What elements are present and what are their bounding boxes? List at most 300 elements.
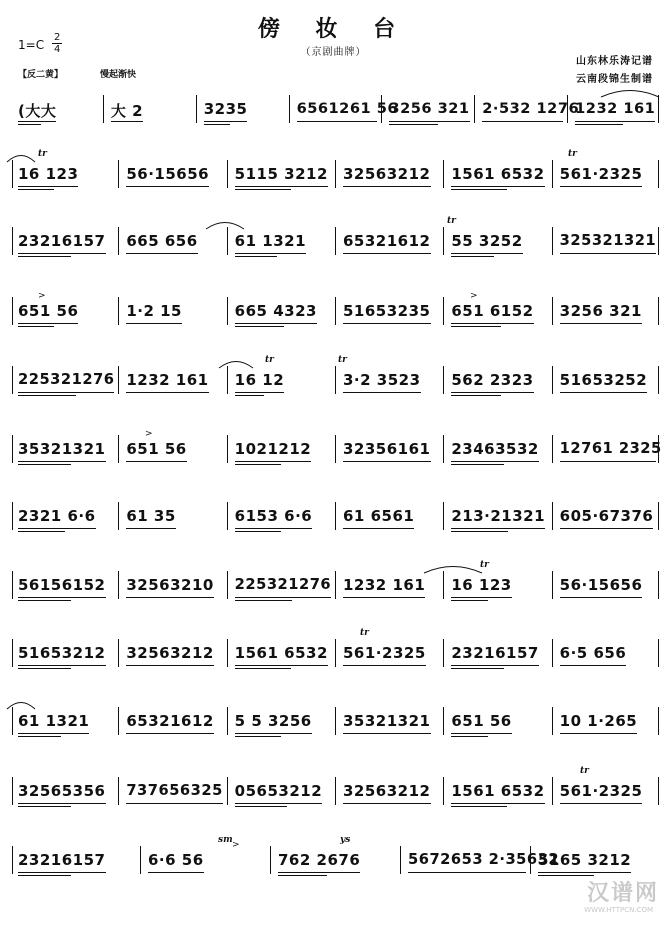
barline	[552, 571, 553, 599]
barline	[118, 571, 119, 599]
barline	[443, 571, 444, 599]
time-signature	[52, 32, 62, 55]
barline	[270, 846, 271, 874]
barline	[552, 502, 553, 530]
beam-line	[111, 121, 143, 122]
measure: 3·2 3523	[343, 371, 421, 389]
beam-line	[451, 253, 522, 254]
barline	[381, 95, 382, 123]
measure: 5672653 2·35632	[408, 851, 560, 868]
barline	[658, 297, 659, 325]
beam-line	[126, 461, 186, 462]
barline	[335, 777, 336, 805]
barline	[443, 435, 444, 463]
beam-line	[18, 121, 56, 122]
beam-line	[18, 665, 106, 666]
measure: 32563212	[343, 165, 431, 183]
measure: 05653212	[234, 782, 323, 800]
barline	[118, 227, 119, 255]
barline	[118, 297, 119, 325]
barline	[567, 95, 568, 123]
barline	[118, 160, 119, 188]
key-signature: 1=C	[18, 38, 45, 52]
beam-line-double	[18, 395, 76, 396]
measure: 213·21321	[451, 507, 546, 525]
measure: 6561261 56	[296, 100, 399, 117]
beam-line	[451, 665, 539, 666]
beam-line-double	[451, 736, 487, 737]
slur-mark	[6, 698, 36, 710]
measure: 325321321	[559, 232, 657, 249]
beam-line-double	[18, 736, 61, 737]
barline	[227, 707, 228, 735]
barline	[443, 707, 444, 735]
beam-line	[235, 528, 313, 529]
barline	[658, 777, 659, 805]
measure: 225321276	[234, 576, 332, 593]
notation-line	[0, 766, 667, 814]
measure: 605·67376	[559, 507, 654, 525]
beam-line	[18, 186, 78, 187]
notation-line	[0, 835, 667, 883]
beam-line	[204, 121, 248, 122]
beam-line-double	[451, 600, 487, 601]
barline	[12, 707, 13, 735]
measure: 16 123	[451, 576, 512, 594]
measure: 51653252	[559, 371, 648, 389]
beam-line-double	[18, 326, 54, 327]
accent-mark: >	[145, 429, 153, 439]
barline	[103, 95, 104, 123]
notation-line	[0, 704, 667, 744]
barline	[227, 160, 228, 188]
beam-line-double	[235, 806, 288, 807]
beam-line	[235, 597, 331, 598]
barline	[227, 227, 228, 255]
barline	[12, 435, 13, 463]
notation-line	[0, 429, 667, 472]
measure: 10 1·265	[559, 712, 638, 730]
measure: 61 1321	[18, 712, 90, 730]
measure: 61 35	[126, 507, 176, 525]
barline	[289, 95, 290, 123]
measure: 16 12	[234, 371, 285, 389]
beam-line-double	[451, 464, 504, 465]
measure: 1232 161	[575, 100, 656, 117]
barline	[552, 160, 553, 188]
barline	[335, 366, 336, 394]
notation-line	[0, 560, 667, 608]
barline	[12, 502, 13, 530]
beam-line	[235, 733, 312, 734]
barline	[12, 366, 13, 394]
beam-line-double	[18, 256, 71, 257]
measure: 562 2323	[451, 371, 534, 389]
measure: 3256 321	[559, 302, 642, 320]
measure: 32563212	[343, 782, 431, 800]
beam-line	[235, 803, 323, 804]
measure: 665 4323	[234, 302, 317, 320]
beam-line-double	[451, 668, 504, 669]
barline	[335, 160, 336, 188]
barline	[443, 160, 444, 188]
beam-line	[148, 872, 204, 873]
beam-line-double	[204, 124, 230, 125]
beam-line	[343, 597, 425, 598]
beam-line	[560, 665, 627, 666]
barline	[12, 297, 13, 325]
beam-line	[18, 803, 106, 804]
beam-line	[18, 392, 114, 393]
measure: 1561 6532	[451, 165, 545, 183]
measure: 23216157	[451, 644, 539, 662]
barline	[552, 366, 553, 394]
barline	[335, 571, 336, 599]
barline	[335, 707, 336, 735]
measure: 56·15656	[559, 576, 643, 594]
barline	[443, 639, 444, 667]
beam-line	[18, 872, 106, 873]
beam-line	[343, 528, 414, 529]
measure: 61 6561	[343, 507, 415, 525]
measure: 2·532 1276	[482, 100, 580, 117]
measure: 32565356	[18, 782, 106, 800]
notation-line	[0, 291, 667, 334]
beam-line-double	[451, 531, 507, 532]
measure: 6·5 656	[559, 644, 627, 662]
barline	[658, 435, 659, 463]
beam-line	[278, 872, 360, 873]
measure: 35321321	[343, 712, 431, 730]
measure: 23216157	[18, 232, 106, 250]
measure: 1232 161	[343, 576, 426, 594]
beam-line	[560, 253, 656, 254]
arranger-credit: 云南段锦生制谱	[576, 74, 653, 85]
score-title: 傍 妆 台	[257, 16, 410, 42]
accent-mark: >	[38, 291, 46, 301]
slur-mark	[423, 562, 483, 574]
barline	[227, 435, 228, 463]
beam-line	[343, 253, 431, 254]
measure: 55 3252	[451, 232, 523, 250]
beam-line	[297, 121, 378, 122]
watermark-logo: 汉谱网	[586, 881, 659, 906]
measure: 665 656	[126, 232, 198, 250]
measure: 651 56	[451, 712, 512, 730]
beam-line	[482, 121, 563, 122]
beam-line	[126, 803, 222, 804]
trill-mark: tr	[38, 149, 47, 159]
beam-line	[560, 323, 642, 324]
notation-line	[0, 92, 667, 132]
beam-line	[126, 733, 214, 734]
notation-line	[0, 216, 667, 264]
beam-line	[126, 665, 214, 666]
beam-line	[126, 186, 209, 187]
measure: 737656325	[126, 782, 223, 799]
beam-line	[560, 733, 638, 734]
beam-line-double	[451, 326, 500, 327]
measure: 3235	[203, 100, 248, 118]
beam-line	[560, 528, 654, 529]
barline	[552, 227, 553, 255]
barline	[335, 639, 336, 667]
accent-mark: >	[470, 291, 478, 301]
beam-line	[451, 461, 539, 462]
measure: 23463532	[451, 440, 539, 458]
measure: 65321612	[126, 712, 214, 730]
measure: 1·2 15	[126, 302, 182, 320]
beam-line-double	[18, 531, 65, 532]
beam-line	[451, 392, 533, 393]
beam-line-double	[451, 395, 500, 396]
beam-line-double	[235, 600, 293, 601]
beam-line	[126, 253, 197, 254]
time-denominator: 4	[54, 44, 61, 55]
notation-line	[0, 355, 667, 403]
barline	[12, 160, 13, 188]
notation-line	[0, 499, 667, 539]
trill-mark: tr	[360, 628, 369, 638]
beam-line	[560, 186, 643, 187]
barline	[552, 707, 553, 735]
beam-line	[18, 528, 96, 529]
barline	[530, 846, 531, 874]
barline	[658, 571, 659, 599]
measure: 56·15656	[126, 165, 210, 183]
measure: 6·6 56	[148, 851, 204, 869]
beam-line-double	[18, 600, 71, 601]
beam-line-double	[18, 124, 41, 125]
beam-line	[451, 323, 533, 324]
measure: 51653235	[343, 302, 431, 320]
beam-line	[235, 461, 312, 462]
beam-line-double	[575, 124, 623, 125]
trill-mark: tr	[265, 355, 274, 365]
barline	[140, 846, 141, 874]
barline	[12, 571, 13, 599]
barline	[443, 366, 444, 394]
beam-line-double	[18, 806, 71, 807]
beam-line-double	[235, 464, 281, 465]
beam-line	[235, 323, 317, 324]
measure: 5 5 3256	[234, 712, 312, 730]
barline	[658, 707, 659, 735]
beam-line	[18, 597, 106, 598]
barline	[227, 777, 228, 805]
beam-line	[18, 253, 106, 254]
beam-line-double	[18, 464, 71, 465]
beam-line	[451, 803, 544, 804]
barline	[118, 707, 119, 735]
measure: 651 6152	[451, 302, 534, 320]
barline	[443, 777, 444, 805]
beam-line	[389, 121, 469, 122]
watermark-url: WWW.HTTPCN.COM	[584, 906, 653, 914]
notation-line	[0, 149, 667, 197]
beam-line-double	[451, 806, 507, 807]
sm-mark: sm	[218, 835, 233, 845]
barline	[12, 777, 13, 805]
notation-line	[0, 628, 667, 676]
barline	[443, 227, 444, 255]
measure: 762 2676	[278, 851, 361, 869]
barline	[227, 502, 228, 530]
beam-line	[575, 121, 655, 122]
beam-line	[343, 323, 431, 324]
slur-mark	[218, 357, 254, 369]
measure: 35321321	[18, 440, 106, 458]
beam-line-double	[538, 875, 594, 876]
barline	[335, 297, 336, 325]
measure: 32563212	[126, 644, 214, 662]
measure: 1232 161	[126, 371, 209, 389]
barline	[658, 366, 659, 394]
beam-line	[18, 461, 106, 462]
beam-line	[560, 803, 643, 804]
measure: 51653212	[18, 644, 106, 662]
beam-line	[451, 186, 544, 187]
ys-mark: ys	[340, 835, 351, 845]
barline	[552, 777, 553, 805]
beam-line	[126, 323, 182, 324]
measure: 225321276	[18, 371, 115, 388]
barline	[335, 502, 336, 530]
beam-line	[343, 392, 421, 393]
beam-line	[451, 597, 511, 598]
trill-mark: tr	[580, 766, 589, 776]
beam-line-double	[278, 875, 327, 876]
barline	[227, 297, 228, 325]
barline	[658, 502, 659, 530]
barline	[12, 846, 13, 874]
beam-line	[235, 186, 328, 187]
barline	[335, 227, 336, 255]
beam-line-double	[451, 256, 494, 257]
measure: 651 56	[126, 440, 187, 458]
beam-line-double	[235, 668, 291, 669]
beam-line	[560, 392, 648, 393]
barline	[227, 639, 228, 667]
barline	[118, 639, 119, 667]
barline	[400, 846, 401, 874]
slur-mark	[6, 151, 36, 163]
measure: 1561 6532	[451, 782, 545, 800]
measure: 1561 6532	[234, 644, 328, 662]
beam-line	[343, 461, 431, 462]
barline	[118, 435, 119, 463]
barline	[118, 502, 119, 530]
beam-line-double	[235, 531, 282, 532]
measure: 大 2	[110, 102, 144, 120]
measure: 561·2325	[343, 644, 426, 662]
measure: 56156152	[18, 576, 106, 594]
beam-line	[451, 733, 511, 734]
beam-line-double	[235, 256, 278, 257]
barline	[12, 227, 13, 255]
beam-line	[18, 323, 78, 324]
measure: (大大	[18, 102, 57, 120]
slur-mark	[600, 86, 660, 98]
barline	[443, 297, 444, 325]
beam-line-double	[18, 189, 54, 190]
beam-line-double	[235, 395, 265, 396]
barline	[227, 366, 228, 394]
beam-line	[235, 253, 306, 254]
beam-line	[408, 872, 526, 873]
barline	[552, 297, 553, 325]
beam-line	[343, 803, 431, 804]
mode-label: 【反二黄】	[18, 70, 64, 80]
measure: 561·2325	[559, 165, 643, 183]
beam-line	[126, 528, 175, 529]
measure: 32356161	[343, 440, 431, 458]
beam-line-double	[235, 189, 291, 190]
beam-line	[451, 528, 545, 529]
beam-line	[343, 733, 431, 734]
measure: 1021212	[234, 440, 312, 458]
beam-line-double	[235, 326, 284, 327]
barline	[443, 502, 444, 530]
barline	[552, 435, 553, 463]
measure: 3256 321	[389, 100, 470, 117]
measure: 65321612	[343, 232, 431, 250]
measure: 6153 6·6	[234, 507, 313, 525]
measure: 5165 3212	[538, 851, 632, 869]
beam-line	[126, 392, 208, 393]
beam-line	[560, 461, 656, 462]
beam-line	[560, 597, 643, 598]
measure: 561·2325	[559, 782, 643, 800]
beam-line	[235, 392, 284, 393]
measure: 23216157	[18, 851, 106, 869]
beam-line-double	[18, 875, 71, 876]
barline	[335, 435, 336, 463]
trill-mark: tr	[480, 560, 489, 570]
measure: 2321 6·6	[18, 507, 96, 525]
barline	[12, 639, 13, 667]
barline	[227, 571, 228, 599]
measure: 32563210	[126, 576, 214, 594]
measure: 5115 3212	[234, 165, 328, 183]
beam-line	[343, 665, 426, 666]
beam-line-double	[451, 189, 507, 190]
score-subtitle: （京剧曲牌）	[300, 47, 367, 58]
beam-line	[18, 733, 89, 734]
barline	[658, 227, 659, 255]
beam-line	[235, 665, 328, 666]
beam-line	[126, 597, 214, 598]
measure: 16 123	[18, 165, 79, 183]
transcriber-credit: 山东林乐涛记谱	[576, 56, 653, 67]
barline	[658, 639, 659, 667]
beam-line	[538, 872, 631, 873]
trill-mark: tr	[338, 355, 347, 365]
beam-line-double	[389, 124, 437, 125]
barline	[658, 160, 659, 188]
measure: 12761 2325	[559, 440, 662, 457]
barline	[196, 95, 197, 123]
barline	[118, 366, 119, 394]
beam-line-double	[235, 736, 281, 737]
beam-line-double	[18, 668, 71, 669]
barline	[474, 95, 475, 123]
barline	[118, 777, 119, 805]
trill-mark: tr	[568, 149, 577, 159]
beam-line	[343, 186, 431, 187]
measure: 61 1321	[234, 232, 307, 250]
trill-mark: tr	[447, 216, 456, 226]
